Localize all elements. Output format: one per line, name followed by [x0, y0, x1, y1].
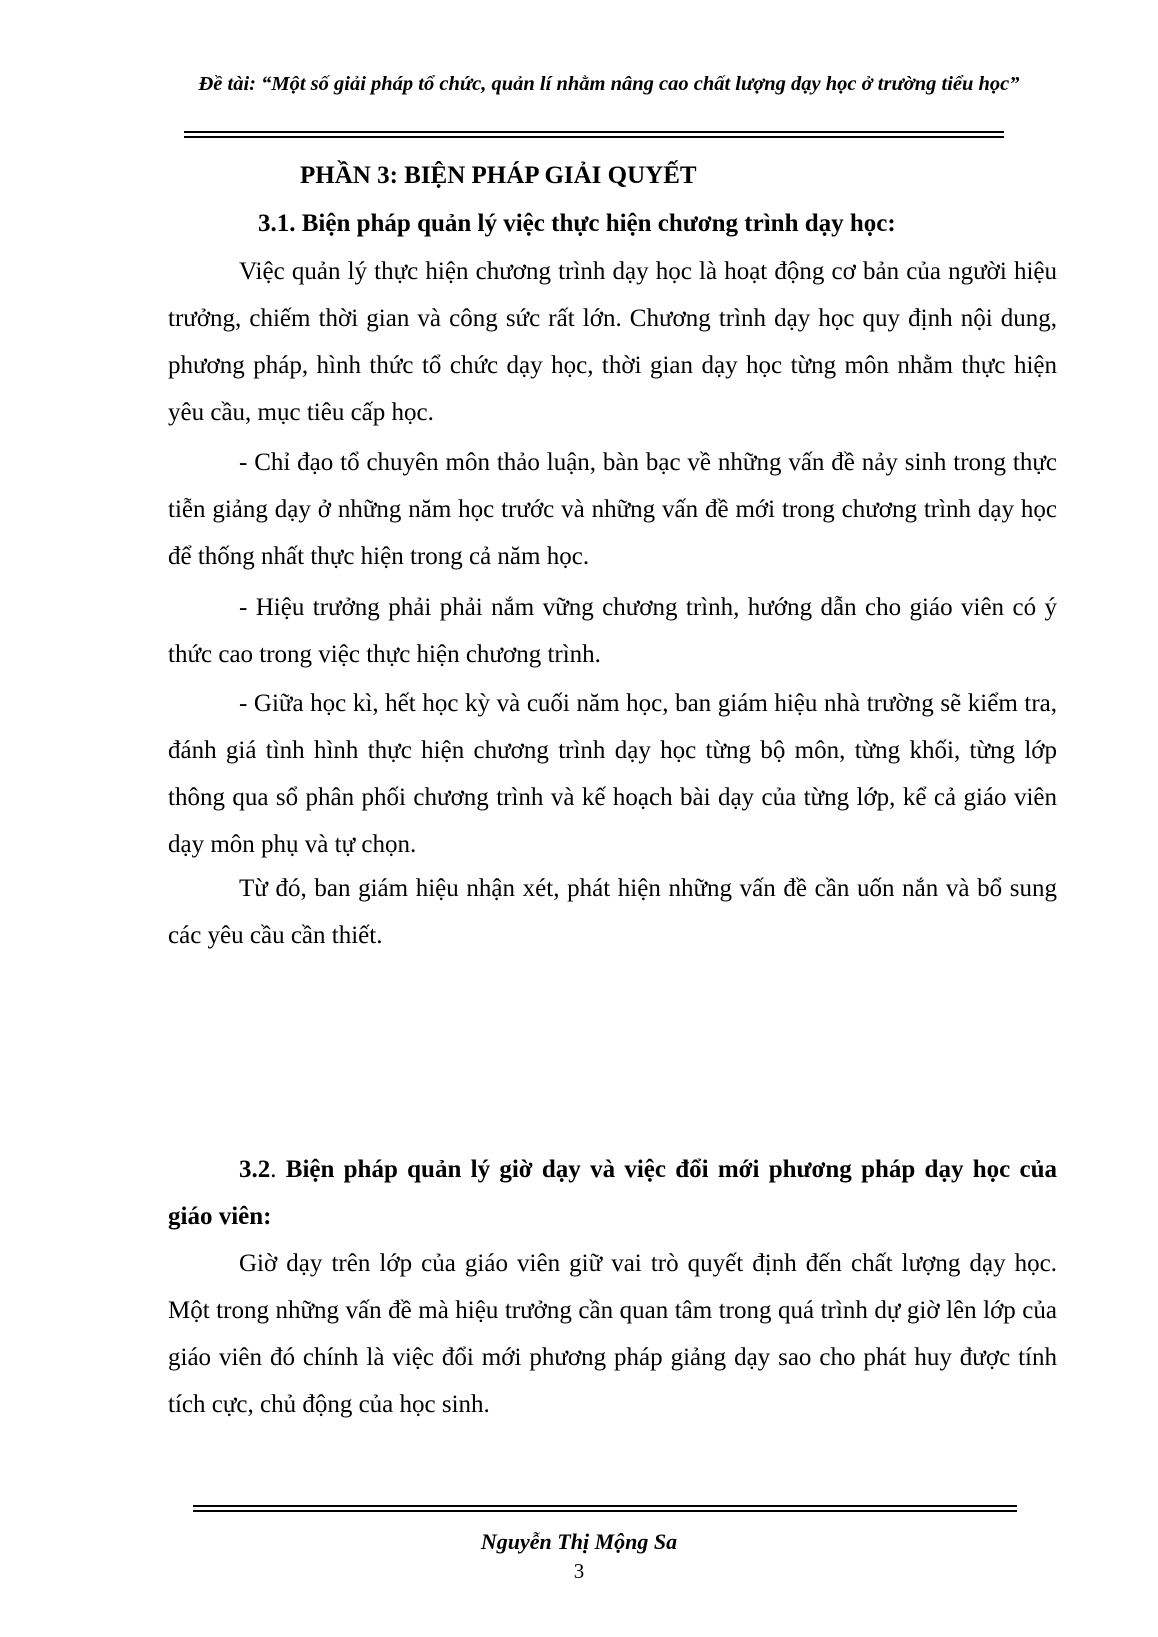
paragraph: Việc quản lý thực hiện chương trình dạy học là hoạt động cơ bản của người hiệu trưởng, chiếm thời gian và công sức rất lớn. Chương trình dạy học quy định nội dung, phương pháp, hình thức tổ chức dạy học, thời gian dạy học từng môn nhằm thực hiện yêu cầu, mục tiêu cấp học. [168, 258, 1057, 426]
subsection-3-2-title [168, 1146, 1057, 1240]
document-topic-header: Đề tài: “Một số giải pháp tổ chức, quản lí nhằm nâng cao chất lượng dạy học ở trường tiểu học” [198, 73, 1020, 95]
header-double-rule [184, 131, 1004, 138]
page-number: 3 [573, 1559, 585, 1583]
paragraph: - Chỉ đạo tổ chuyên môn thảo luận, bàn bạc về những vấn đề nảy sinh trong thực tiễn giảng dạy ở những năm học trước và những vấn đề mới trong chương trình dạy học để thống nhất thực hiện trong cả năm học. [168, 449, 1057, 570]
footer-double-rule [193, 1505, 1017, 1512]
subsection-number: 3.2 [239, 1156, 271, 1183]
section-title: PHẦN 3: BIỆN PHÁP GIẢI QUYẾT [300, 162, 697, 189]
paragraph: Từ đó, ban giám hiệu nhận xét, phát hiện những vấn đề cần uốn nắn và bổ sung các yêu cầu cần thiết. [168, 875, 1057, 949]
subsection-number-dot: . [270, 1156, 277, 1183]
footer-author: Nguyễn Thị Mộng Sa [480, 1529, 678, 1554]
paragraph: Giờ dạy trên lớp của giáo viên giữ vai trò quyết định đến chất lượng dạy học. Một trong những vấn đề mà hiệu trưởng cần quan tâm trong quá trình dự giờ lên lớp của giáo viên đó chính là việc đổi mới phương pháp giảng dạy sao cho phát huy được tính tích cực, chủ động của học sinh. [168, 1250, 1057, 1418]
subsection-title-text: Biện pháp quản lý giờ dạy và việc đổi mới phương pháp dạy học của giáo viên: [168, 1156, 1057, 1230]
paragraph: - Giữa học kì, hết học kỳ và cuối năm học, ban giám hiệu nhà trường sẽ kiểm tra, đánh giá tình hình thực hiện chương trình dạy học từng bộ môn, từng khối, từng lớp thông qua sổ phân phối chương trình và kế hoạch bài dạy của từng lớp, kể cả giáo viên dạy môn phụ và tự chọn. [168, 690, 1057, 858]
paragraph: - Hiệu trưởng phải phải nắm vững chương trình, hướng dẫn cho giáo viên có ý thức cao trong việc thực hiện chương trình. [168, 594, 1057, 668]
subsection-3-1-title: 3.1. Biện pháp quản lý việc thực hiện chương trình dạy học: [258, 210, 896, 237]
